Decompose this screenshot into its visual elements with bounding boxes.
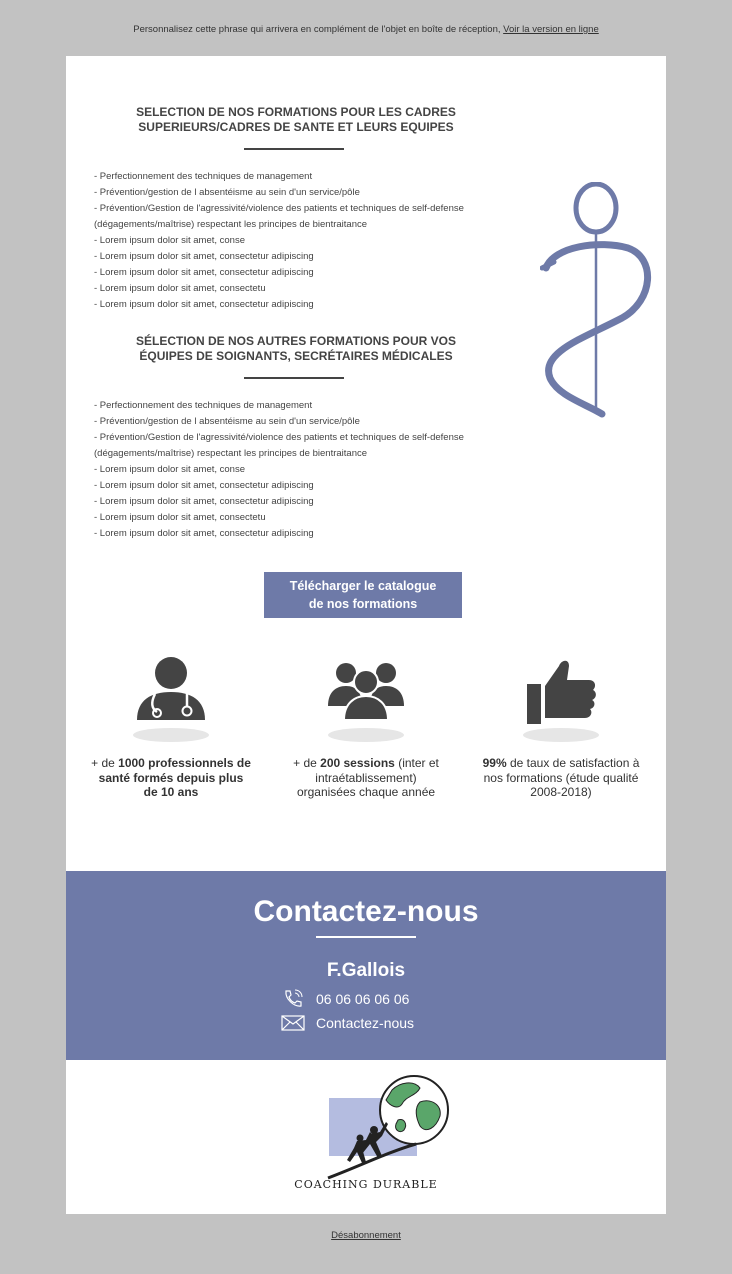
logo-card	[66, 1060, 666, 1214]
section1-title: SELECTION DE NOS FORMATIONS POUR LES CADRES SUPERIEURS/CADRES DE SANTE ET LEURS EQUIPES	[136, 105, 456, 134]
stat-text: 99% de taux de satisfaction à nos formations (étude qualité 2008-2018)	[482, 756, 640, 799]
phone-icon	[280, 989, 306, 1009]
list-item: - Lorem ipsum dolor sit amet, consectetur adipiscing	[94, 480, 314, 491]
main-content-card	[66, 56, 666, 871]
doctor-icon	[133, 656, 209, 722]
caduceus-icon	[540, 182, 656, 418]
logo-text: COACHING DURABLE	[294, 1178, 438, 1191]
stat-trained-professionals	[91, 656, 251, 800]
stat-satisfaction	[481, 656, 641, 800]
list-item: - Lorem ipsum dolor sit amet, consectetur adipiscing	[94, 251, 314, 262]
thumbs-up-icon	[523, 656, 599, 726]
envelope-icon	[280, 1015, 306, 1031]
list-item: (dégagements/maîtrise) respectant les principes de bientraitance	[94, 219, 368, 230]
stat-text: + de 200 sessions (inter et intraétablissement) organisées chaque année	[293, 756, 439, 799]
preheader	[0, 24, 732, 35]
contact-email-link[interactable]: Contactez-nous	[316, 1015, 415, 1031]
list-item: - Perfectionnement des techniques de management	[94, 171, 313, 182]
contact-divider	[316, 936, 416, 938]
list-item: - Prévention/gestion de l absentéisme au sein d'un service/pôle	[94, 187, 360, 198]
contact-phone-row[interactable]	[280, 988, 409, 1010]
view-online-link[interactable]: Voir la version en ligne	[503, 24, 599, 35]
stat-shadow	[133, 728, 209, 742]
stat-shadow	[328, 728, 404, 742]
coaching-durable-logo	[270, 1074, 456, 1194]
list-item: - Lorem ipsum dolor sit amet, consectetu	[94, 283, 266, 294]
stat-sessions	[286, 656, 446, 800]
section1-list	[94, 169, 504, 313]
list-item: (dégagements/maîtrise) respectant les principes de bientraitance	[94, 448, 368, 459]
unsubscribe-link[interactable]: Désabonnement	[331, 1230, 401, 1241]
unsubscribe-wrap	[0, 1230, 732, 1241]
list-item: - Prévention/gestion de l absentéisme au sein d'un service/pôle	[94, 416, 360, 427]
preheader-text: Personnalisez cette phrase qui arrivera en complément de l'objet en boîte de réception,	[133, 24, 501, 35]
stat-text: + de 1000 professionnels de santé formés depuis plus de 10 ans	[91, 756, 251, 799]
list-item: - Lorem ipsum dolor sit amet, consectetur adipiscing	[94, 528, 314, 539]
group-icon	[328, 656, 404, 722]
list-item: - Lorem ipsum dolor sit amet, consectetu	[94, 512, 266, 523]
section2-divider	[244, 377, 344, 379]
list-item: - Perfectionnement des techniques de management	[94, 400, 313, 411]
list-item: - Lorem ipsum dolor sit amet, conse	[94, 235, 246, 246]
contact-phone[interactable]: 06 06 06 06 06	[316, 991, 410, 1007]
stat-shadow	[523, 728, 599, 742]
list-item: - Prévention/Gestion de l'agressivité/violence des patients et techniques de self-defense	[94, 203, 464, 214]
list-item: - Lorem ipsum dolor sit amet, consectetur adipiscing	[94, 496, 314, 507]
list-item: - Lorem ipsum dolor sit amet, consectetur adipiscing	[94, 267, 314, 278]
section2-list	[94, 398, 504, 542]
contact-name: F.Gallois	[326, 960, 406, 981]
list-item: - Prévention/Gestion de l'agressivité/violence des patients et techniques de self-defense	[94, 432, 464, 443]
contact-email-row[interactable]	[280, 1012, 414, 1034]
section1-divider	[244, 148, 344, 150]
section2-title: SÉLECTION DE NOS AUTRES FORMATIONS POUR VOS ÉQUIPES DE SOIGNANTS, SECRÉTAIRES MÉDICALES	[135, 334, 457, 363]
download-catalog-button[interactable]: Télécharger le catalogue de nos formations	[264, 572, 462, 618]
list-item: - Lorem ipsum dolor sit amet, conse	[94, 464, 246, 475]
contact-heading: Contactez-nous	[253, 895, 479, 928]
list-item: - Lorem ipsum dolor sit amet, consectetur adipiscing	[94, 299, 314, 310]
contact-section	[66, 871, 666, 1060]
